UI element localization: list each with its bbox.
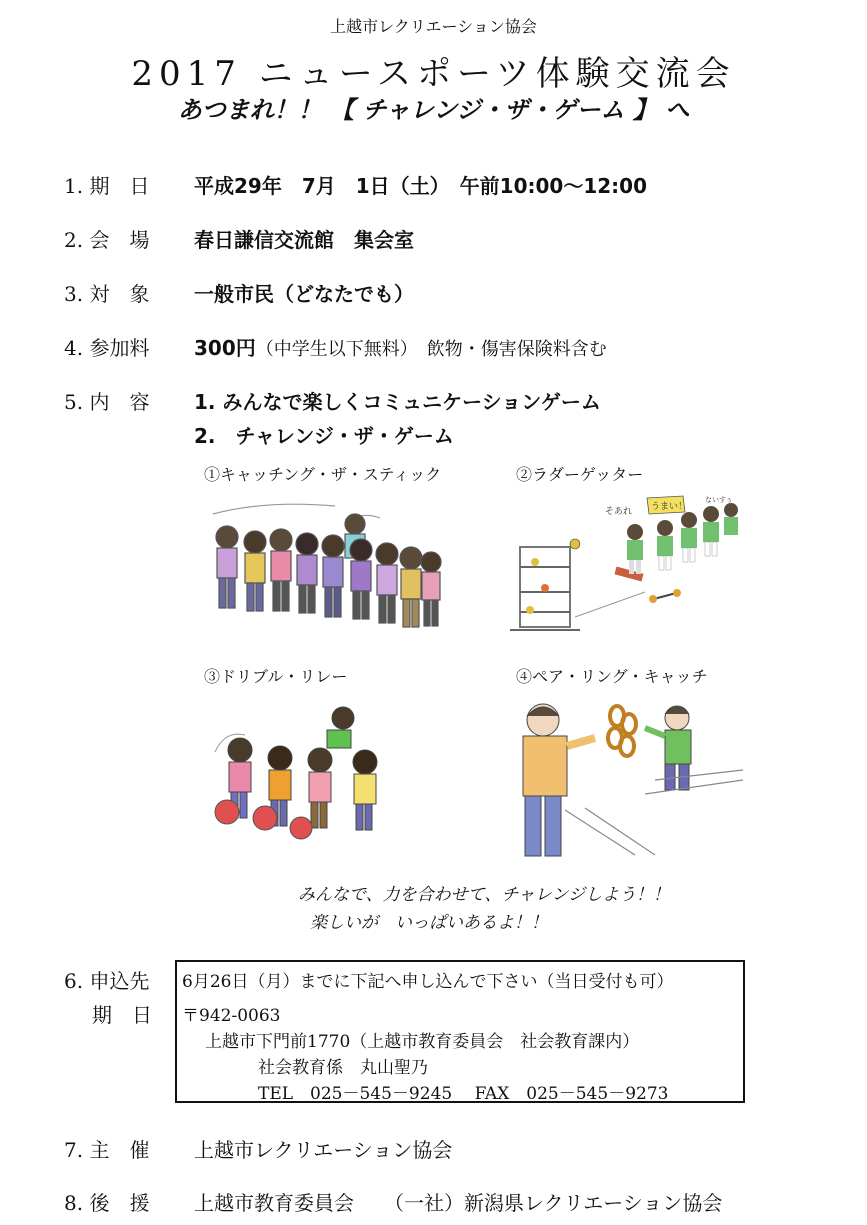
application-deadline: 6月26日（月）までに下記へ申し込んで下さい（当日受付も可） [182, 972, 674, 992]
fee-amount: 300円 [194, 336, 256, 360]
speech-bubble-b: うまい！ [651, 502, 688, 512]
application-contact-person: 社会教育係 丸山聖乃 [258, 1058, 428, 1078]
dribble-relay-illustration [205, 690, 400, 860]
content-label: 5. 内 容 [64, 390, 150, 414]
game-caption-2: ②ラダーゲッター [516, 465, 644, 484]
venue-value: 春日謙信交流館 集会室 [194, 228, 414, 252]
sponsor-label: 7. 主 催 [64, 1138, 150, 1162]
support-value: 上越市教育委員会 （一社）新潟県レクリエーション協会 [194, 1191, 723, 1215]
target-value: 一般市民（どなたでも） [194, 282, 414, 306]
venue-label: 2. 会 場 [64, 228, 150, 252]
event-title: 2017 ニュースポーツ体験交流会 [131, 54, 736, 94]
event-subtitle: あつまれ！！ 【 チャレンジ・ザ・ゲーム 】 へ [177, 96, 690, 124]
slogan-line-2: 楽しいが いっぱいあるよ！！ [310, 913, 548, 933]
fee-note: （中学生以下無料） 飲物・傷害保険料含む [255, 339, 607, 360]
content-line-2: 2. チャレンジ・ザ・ゲーム [194, 424, 454, 448]
organizer-heading: 上越市レクリエーション協会 [330, 17, 537, 36]
content-line-1: 1. みんなで楽しくコミュニケーションゲーム [194, 390, 601, 414]
application-label: 6. 申込先 [64, 969, 150, 993]
target-label: 3. 対 象 [64, 282, 150, 306]
slogan-line-1: みんなで、力を合わせて、チャレンジしよう！！ [298, 885, 670, 905]
application-phone-fax: TEL 025－545－9245 FAX 025－545－9273 [258, 1084, 669, 1104]
ladder-getter-illustration [505, 492, 747, 642]
game-caption-3: ③ドリブル・リレー [204, 667, 348, 686]
support-label: 8. 後 援 [64, 1191, 150, 1215]
date-value: 平成29年 7月 1日（土） 午前10:00～12:00 [194, 174, 647, 198]
fee-value [194, 332, 607, 361]
deadline-label: 期 日 [92, 1003, 152, 1027]
application-address: 上越市下門前1770（上越市教育委員会 社会教育課内） [205, 1032, 640, 1052]
sponsor-value: 上越市レクリエーション協会 [194, 1138, 453, 1162]
speech-bubble-a: そあれ [605, 507, 633, 517]
date-label: 1. 期 日 [64, 174, 150, 198]
pair-ring-catch-illustration [505, 690, 743, 860]
postal-code: 〒942-0063 [182, 1006, 281, 1026]
game-caption-1: ①キャッチング・ザ・スティック [204, 465, 442, 484]
game-caption-4: ④ペア・リング・キャッチ [516, 667, 708, 686]
fee-label: 4. 参加料 [64, 336, 150, 360]
speech-bubble-c: ないすぅ [705, 496, 733, 504]
catching-stick-illustration [205, 492, 450, 642]
